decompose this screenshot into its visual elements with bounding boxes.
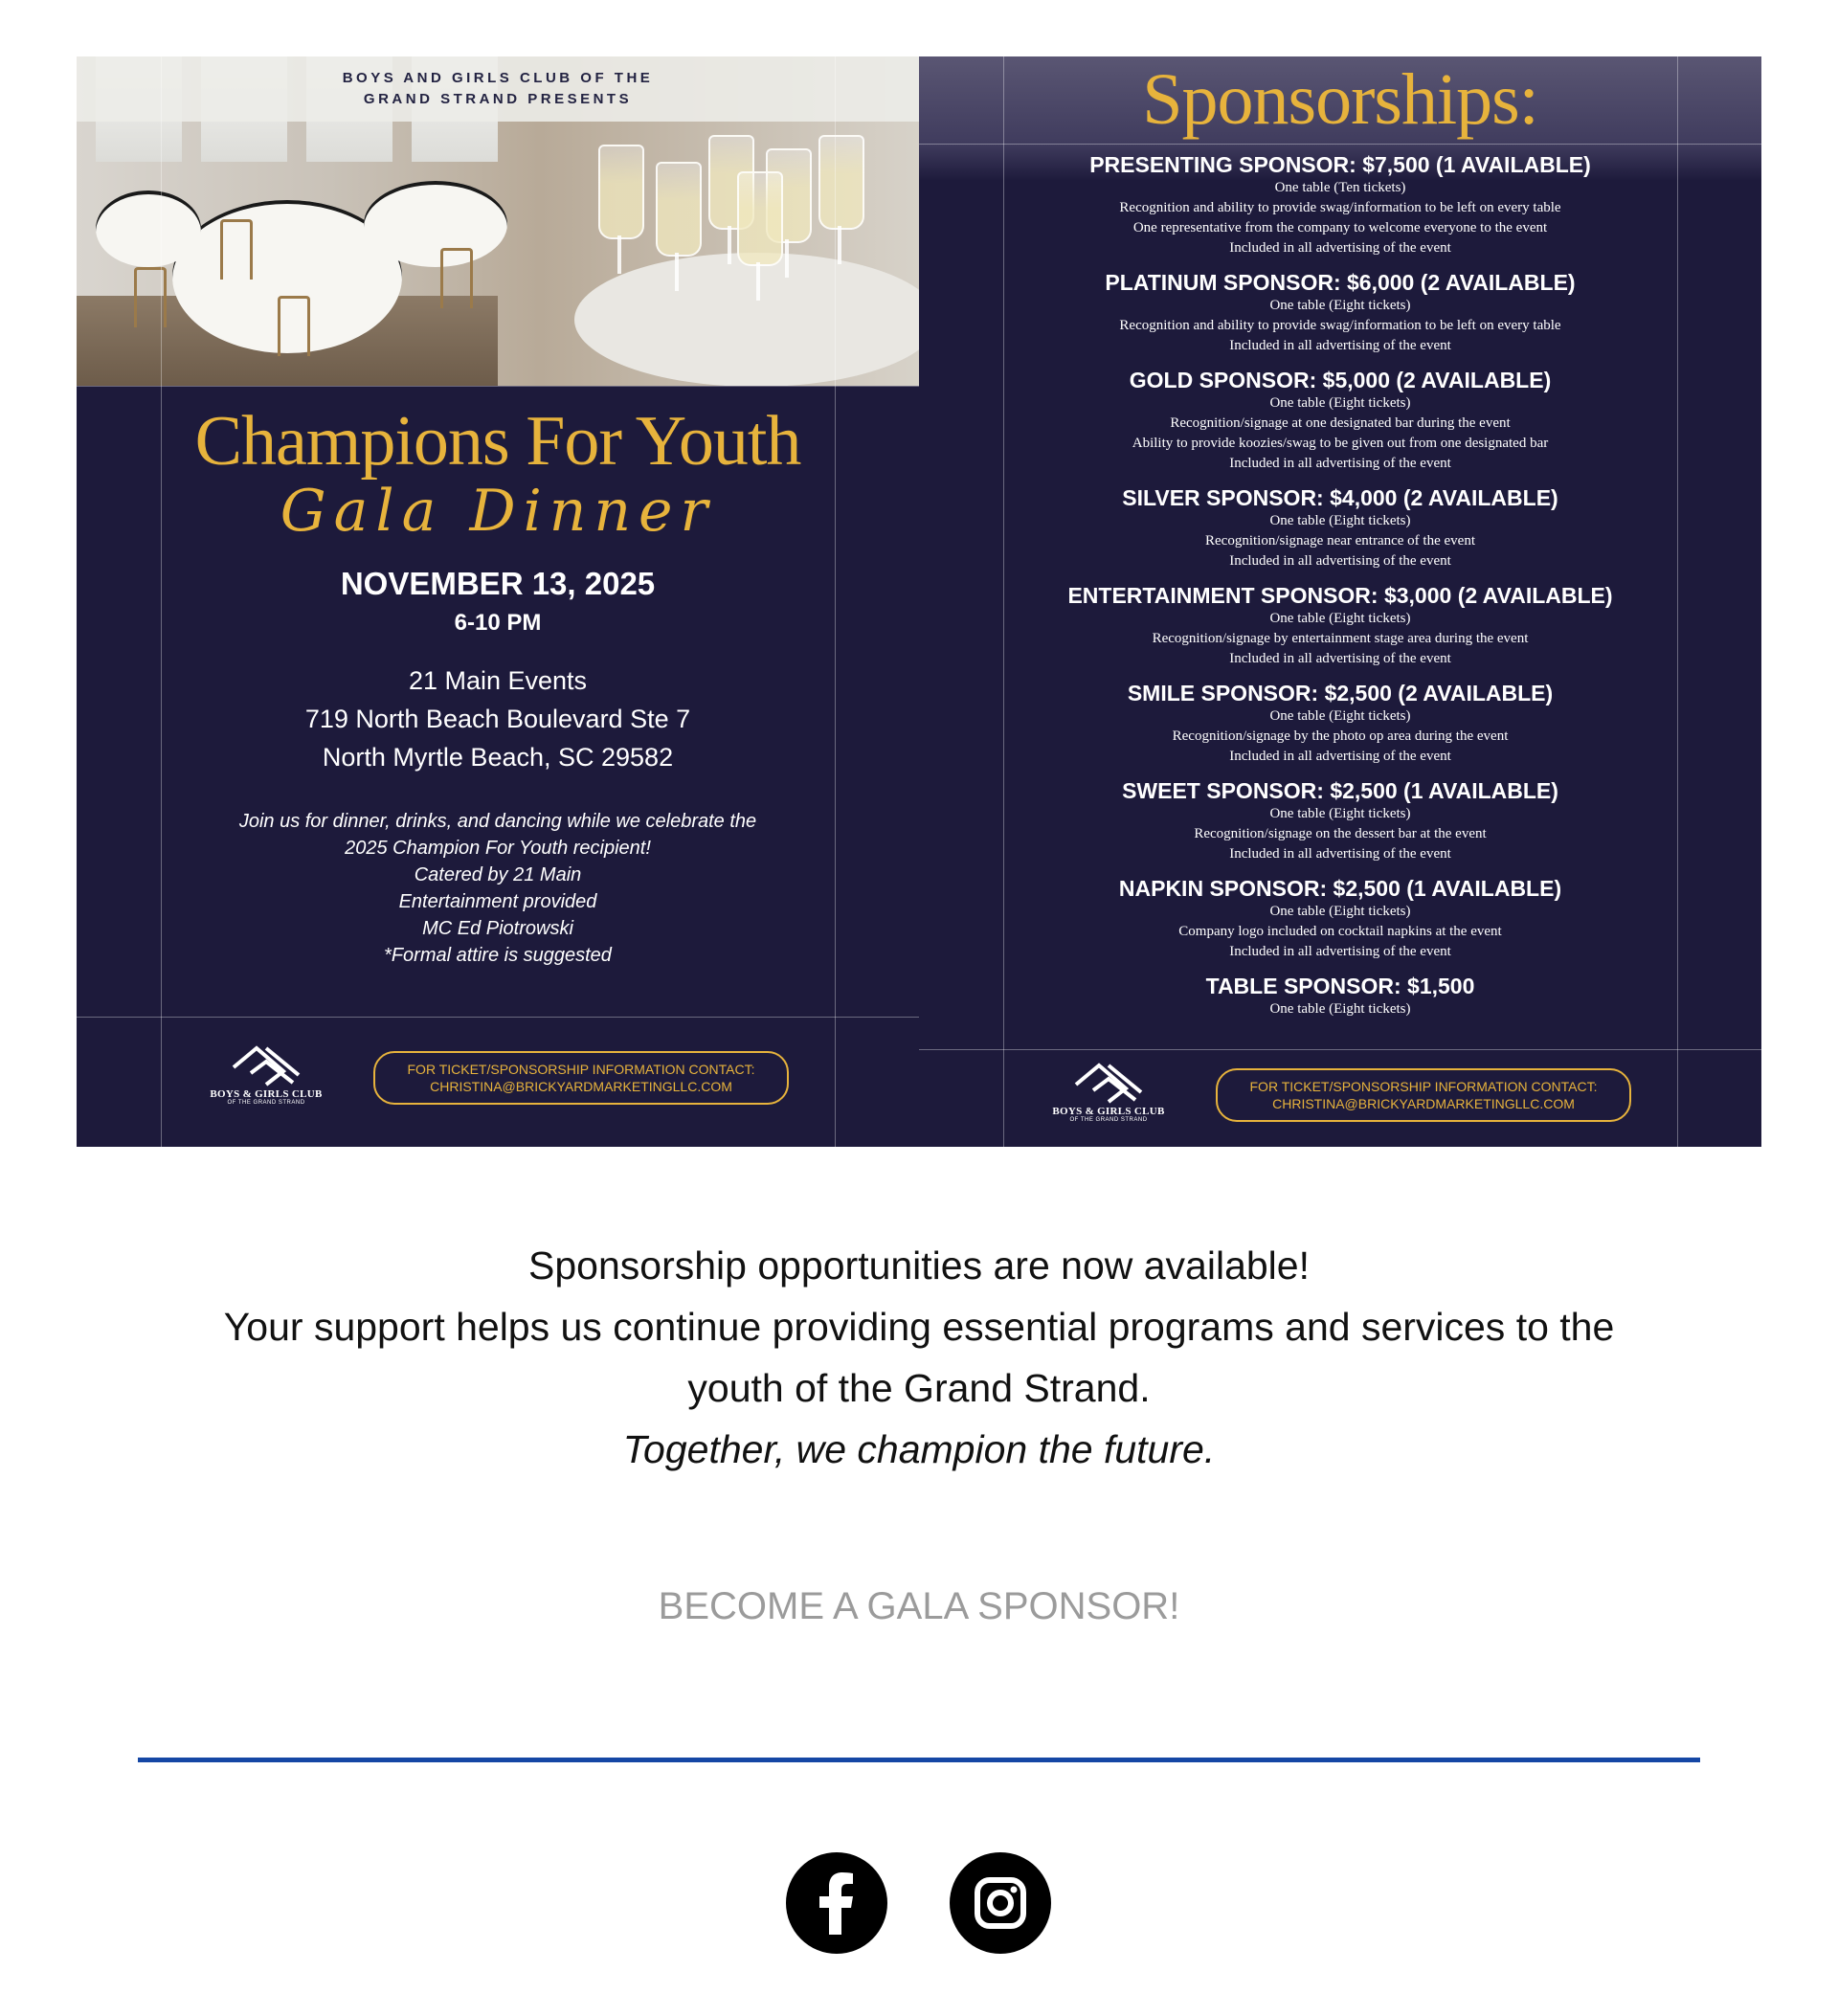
tier-name: NAPKIN SPONSOR: $2,500 (1 AVAILABLE) bbox=[1118, 876, 1562, 901]
club-logo-icon bbox=[1070, 1062, 1147, 1106]
sponsorship-tiers bbox=[919, 152, 1761, 1019]
sponsor-tier bbox=[919, 778, 1761, 864]
sponsorship-message bbox=[0, 1235, 1838, 1480]
tier-name: SILVER SPONSOR: $4,000 (2 AVAILABLE) bbox=[1122, 485, 1558, 510]
divider bbox=[138, 1758, 1700, 1762]
sponsor-tier bbox=[919, 974, 1761, 1019]
tier-name: TABLE SPONSOR: $1,500 bbox=[1205, 974, 1475, 998]
sponsor-tier bbox=[919, 152, 1761, 258]
message-line: Your support helps us continue providing essential programs and services to the bbox=[223, 1305, 1615, 1349]
tier-detail: Included in all advertising of the event bbox=[1229, 456, 1451, 471]
event-detail-line: MC Ed Piotrowski bbox=[422, 918, 573, 939]
tier-detail: Included in all advertising of the event bbox=[1229, 240, 1451, 256]
venue-photo bbox=[77, 56, 919, 386]
club-logo-subname: OF THE GRAND STRAND bbox=[227, 1100, 305, 1106]
sponsor-tier bbox=[919, 270, 1761, 356]
tier-detail: Ability to provide koozies/swag to be given out from one designated bar bbox=[1132, 436, 1549, 451]
tier-detail: One table (Eight tickets) bbox=[1269, 904, 1411, 919]
contact-box bbox=[1216, 1068, 1631, 1122]
club-logo-name: BOYS & GIRLS CLUB bbox=[210, 1088, 323, 1100]
message-line: youth of the Grand Strand. bbox=[687, 1366, 1151, 1410]
flyer-images bbox=[77, 56, 1761, 1147]
tier-detail: One table (Eight tickets) bbox=[1269, 1001, 1411, 1017]
facebook-button[interactable] bbox=[786, 1852, 887, 1954]
tier-detail: Recognition and ability to provide swag/information to be left on every table bbox=[1119, 200, 1561, 215]
sponsor-tier bbox=[919, 583, 1761, 669]
become-sponsor-link[interactable]: BECOME A GALA SPONSOR! bbox=[658, 1585, 1180, 1627]
event-detail-line: *Formal attire is suggested bbox=[384, 945, 612, 966]
tier-detail: Included in all advertising of the event bbox=[1229, 749, 1451, 764]
venue-address-line1: 719 North Beach Boulevard Ste 7 bbox=[304, 705, 691, 733]
event-title: Champions For Youth bbox=[194, 402, 801, 481]
tier-name: SMILE SPONSOR: $2,500 (2 AVAILABLE) bbox=[1127, 681, 1554, 706]
tier-name: GOLD SPONSOR: $5,000 (2 AVAILABLE) bbox=[1129, 368, 1552, 392]
club-logo bbox=[199, 1044, 333, 1106]
facebook-icon bbox=[786, 1852, 887, 1954]
contact-label: FOR TICKET/SPONSORSHIP INFORMATION CONTACT: bbox=[407, 1062, 755, 1077]
sponsor-tier bbox=[919, 485, 1761, 571]
tier-detail: Recognition/signage on the dessert bar at the event bbox=[1194, 826, 1487, 841]
tier-detail: Included in all advertising of the event bbox=[1229, 553, 1451, 569]
tier-detail: Included in all advertising of the event bbox=[1229, 944, 1451, 959]
tier-detail: One representative from the company to welcome everyone to the event bbox=[1132, 220, 1548, 235]
venue-address-line2: North Myrtle Beach, SC 29582 bbox=[322, 743, 674, 772]
tier-detail: One table (Eight tickets) bbox=[1269, 708, 1411, 724]
club-logo bbox=[1042, 1062, 1176, 1123]
contact-label: FOR TICKET/SPONSORSHIP INFORMATION CONTACT: bbox=[1249, 1079, 1598, 1094]
club-logo-icon bbox=[228, 1044, 304, 1088]
event-detail-line: Catered by 21 Main bbox=[414, 864, 582, 885]
tier-detail: One table (Eight tickets) bbox=[1269, 298, 1411, 313]
tier-detail: Company logo included on cocktail napkins at the event bbox=[1178, 924, 1502, 939]
message-tagline: Together, we champion the future. bbox=[622, 1427, 1216, 1471]
tier-detail: Included in all advertising of the event bbox=[1229, 846, 1451, 862]
event-detail-line: Entertainment provided bbox=[398, 891, 597, 912]
sponsor-tier bbox=[919, 368, 1761, 474]
tier-name: PLATINUM SPONSOR: $6,000 (2 AVAILABLE) bbox=[1105, 270, 1576, 295]
tier-detail: One table (Eight tickets) bbox=[1269, 513, 1411, 528]
tier-name: SWEET SPONSOR: $2,500 (1 AVAILABLE) bbox=[1122, 778, 1558, 803]
sponsorships-title: Sponsorships: bbox=[1142, 59, 1538, 140]
event-detail-line: 2025 Champion For Youth recipient! bbox=[345, 838, 651, 859]
tier-detail: Included in all advertising of the event bbox=[1229, 338, 1451, 353]
instagram-button[interactable] bbox=[950, 1852, 1051, 1954]
tier-detail: One table (Eight tickets) bbox=[1269, 395, 1411, 411]
tier-detail: Recognition/signage at one designated bar during the event bbox=[1170, 415, 1511, 431]
tier-detail: Included in all advertising of the event bbox=[1229, 651, 1451, 666]
event-detail-line: Join us for dinner, drinks, and dancing while we celebrate the bbox=[238, 811, 757, 832]
event-subtitle: Gala Dinner bbox=[280, 478, 716, 545]
contact-box bbox=[373, 1051, 789, 1105]
tier-detail: One table (Ten tickets) bbox=[1274, 180, 1406, 195]
club-logo-subname: OF THE GRAND STRAND bbox=[1069, 1117, 1148, 1123]
sponsorship-flyer bbox=[919, 56, 1761, 1147]
tier-name: PRESENTING SPONSOR: $7,500 (1 AVAILABLE) bbox=[1089, 152, 1591, 177]
tier-detail: Recognition and ability to provide swag/information to be left on every table bbox=[1119, 318, 1561, 333]
contact-email: CHRISTINA@BRICKYARDMARKETINGLLC.COM bbox=[1272, 1096, 1575, 1111]
instagram-icon bbox=[950, 1852, 1051, 1954]
tier-detail: One table (Eight tickets) bbox=[1269, 611, 1411, 626]
event-time: 6-10 PM bbox=[454, 610, 542, 636]
message-line: Sponsorship opportunities are now available! bbox=[528, 1243, 1310, 1288]
venue-name: 21 Main Events bbox=[408, 666, 588, 695]
gala-flyer bbox=[77, 56, 919, 1147]
tier-detail: One table (Eight tickets) bbox=[1269, 806, 1411, 821]
tier-detail: Recognition/signage by the photo op area during the event bbox=[1172, 728, 1509, 744]
tier-name: ENTERTAINMENT SPONSOR: $3,000 (2 AVAILABLE) bbox=[1067, 583, 1613, 608]
sponsor-tier bbox=[919, 681, 1761, 767]
tier-detail: Recognition/signage by entertainment stage area during the event bbox=[1152, 631, 1529, 646]
event-date: NOVEMBER 13, 2025 bbox=[340, 566, 656, 601]
club-logo-name: BOYS & GIRLS CLUB bbox=[1052, 1106, 1165, 1117]
presents-text: BOYS AND GIRLS CLUB OF THE GRAND STRAND PRESENTS bbox=[342, 70, 654, 107]
sponsor-tier bbox=[919, 876, 1761, 962]
event-venue bbox=[77, 661, 919, 776]
tier-detail: Recognition/signage near entrance of the event bbox=[1205, 533, 1475, 549]
contact-email: CHRISTINA@BRICKYARDMARKETINGLLC.COM bbox=[430, 1079, 732, 1094]
event-details bbox=[77, 808, 919, 969]
